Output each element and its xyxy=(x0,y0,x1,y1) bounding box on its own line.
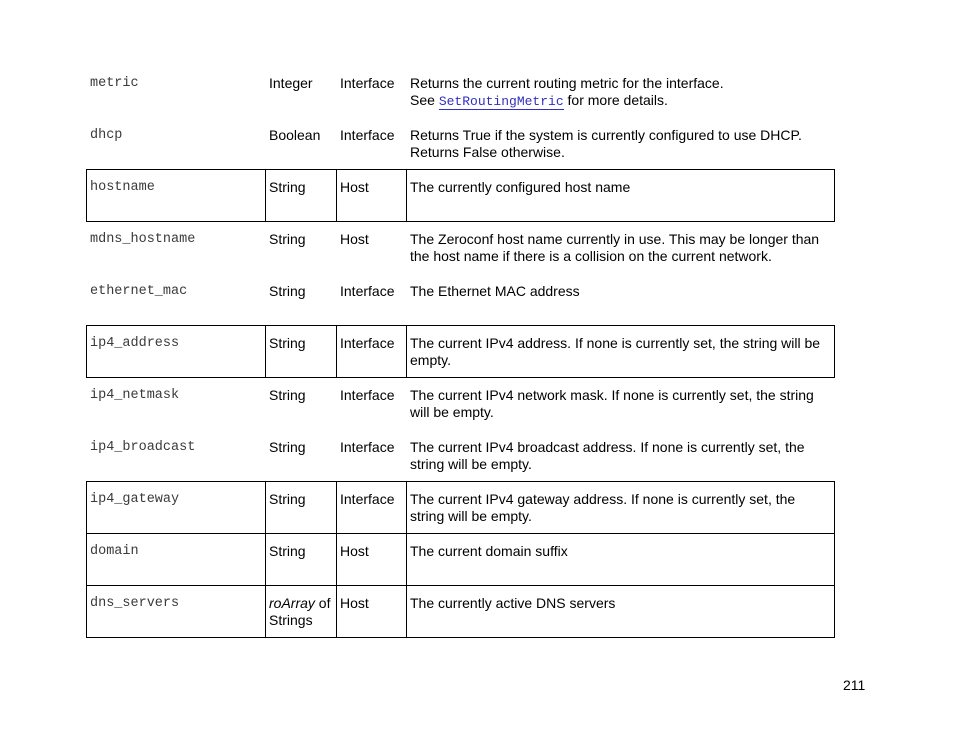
set-routing-metric-link[interactable]: SetRoutingMetric xyxy=(438,94,564,109)
table-row-ip4-broadcast xyxy=(86,429,835,482)
property-scope: Interface xyxy=(340,283,395,299)
property-type: String xyxy=(265,534,336,585)
property-description: The Ethernet MAC address xyxy=(410,283,580,299)
table-row-ip4-netmask xyxy=(86,377,835,430)
property-scope: Host xyxy=(340,231,369,247)
property-description: The current IPv4 address. If none is currently set, the string will be empty. xyxy=(406,326,835,377)
description-see-prefix: See xyxy=(410,92,439,108)
property-type xyxy=(265,586,336,637)
property-name: ip4_address xyxy=(86,326,265,377)
property-name: dns_servers xyxy=(86,586,265,637)
description-text: Returns the current routing metric for the interface. xyxy=(410,75,724,91)
table-row-metric xyxy=(86,65,835,118)
property-scope: Host xyxy=(336,586,406,637)
property-type: String xyxy=(265,170,336,221)
property-description: The current IPv4 broadcast address. If none is currently set, the string will be empty. xyxy=(410,439,805,472)
property-scope: Host xyxy=(336,534,406,585)
property-type: String xyxy=(269,439,306,455)
property-scope: Interface xyxy=(340,75,395,91)
property-name: ethernet_mac xyxy=(90,284,188,299)
description-see-suffix: for more details. xyxy=(563,92,668,108)
property-name: metric xyxy=(90,76,139,91)
property-description: The Zeroconf host name currently in use. This may be longer than the host name if there is a collision on the current network. xyxy=(410,231,820,264)
property-type: String xyxy=(269,387,306,403)
property-type: String xyxy=(265,482,336,533)
property-description: The currently active DNS servers xyxy=(406,586,835,637)
property-name: ip4_netmask xyxy=(90,388,180,403)
property-description: The current domain suffix xyxy=(406,534,835,585)
table-row-dns-servers xyxy=(86,585,835,638)
table-row-ip4-address xyxy=(86,325,835,378)
table-row-domain xyxy=(86,533,835,586)
properties-table xyxy=(86,65,835,638)
property-name: mdns_hostname xyxy=(90,232,196,247)
property-name: domain xyxy=(86,534,265,585)
property-scope: Interface xyxy=(336,482,406,533)
property-type: Boolean xyxy=(269,127,321,143)
property-description: Returns True if the system is currently configured to use DHCP. Returns False otherwise. xyxy=(410,127,802,160)
property-description xyxy=(406,66,835,117)
property-scope: Interface xyxy=(340,387,395,403)
page-number: 211 xyxy=(843,677,866,693)
property-type-suffix: of Strings xyxy=(269,595,335,628)
property-name: ip4_broadcast xyxy=(90,440,196,455)
property-scope: Interface xyxy=(336,326,406,377)
property-name: hostname xyxy=(86,170,265,221)
property-type: Integer xyxy=(269,75,313,91)
property-type: String xyxy=(265,326,336,377)
property-scope: Host xyxy=(336,170,406,221)
table-row-ip4-gateway xyxy=(86,481,835,534)
property-type: String xyxy=(269,283,306,299)
property-name: ip4_gateway xyxy=(86,482,265,533)
property-description: The current IPv4 network mask. If none is currently set, the string will be empty. xyxy=(410,387,814,420)
table-row-mdns-hostname xyxy=(86,221,835,274)
table-row-hostname xyxy=(86,169,835,222)
property-scope: Interface xyxy=(340,127,395,143)
property-scope: Interface xyxy=(340,439,395,455)
property-description: The currently configured host name xyxy=(406,170,835,221)
property-type-italic: roArray xyxy=(269,595,315,611)
property-type: String xyxy=(269,231,306,247)
table-row-ethernet-mac xyxy=(86,273,835,326)
table-row-dhcp xyxy=(86,117,835,170)
property-description: The current IPv4 gateway address. If none is currently set, the string will be empty. xyxy=(406,482,835,533)
property-name: dhcp xyxy=(90,128,123,143)
